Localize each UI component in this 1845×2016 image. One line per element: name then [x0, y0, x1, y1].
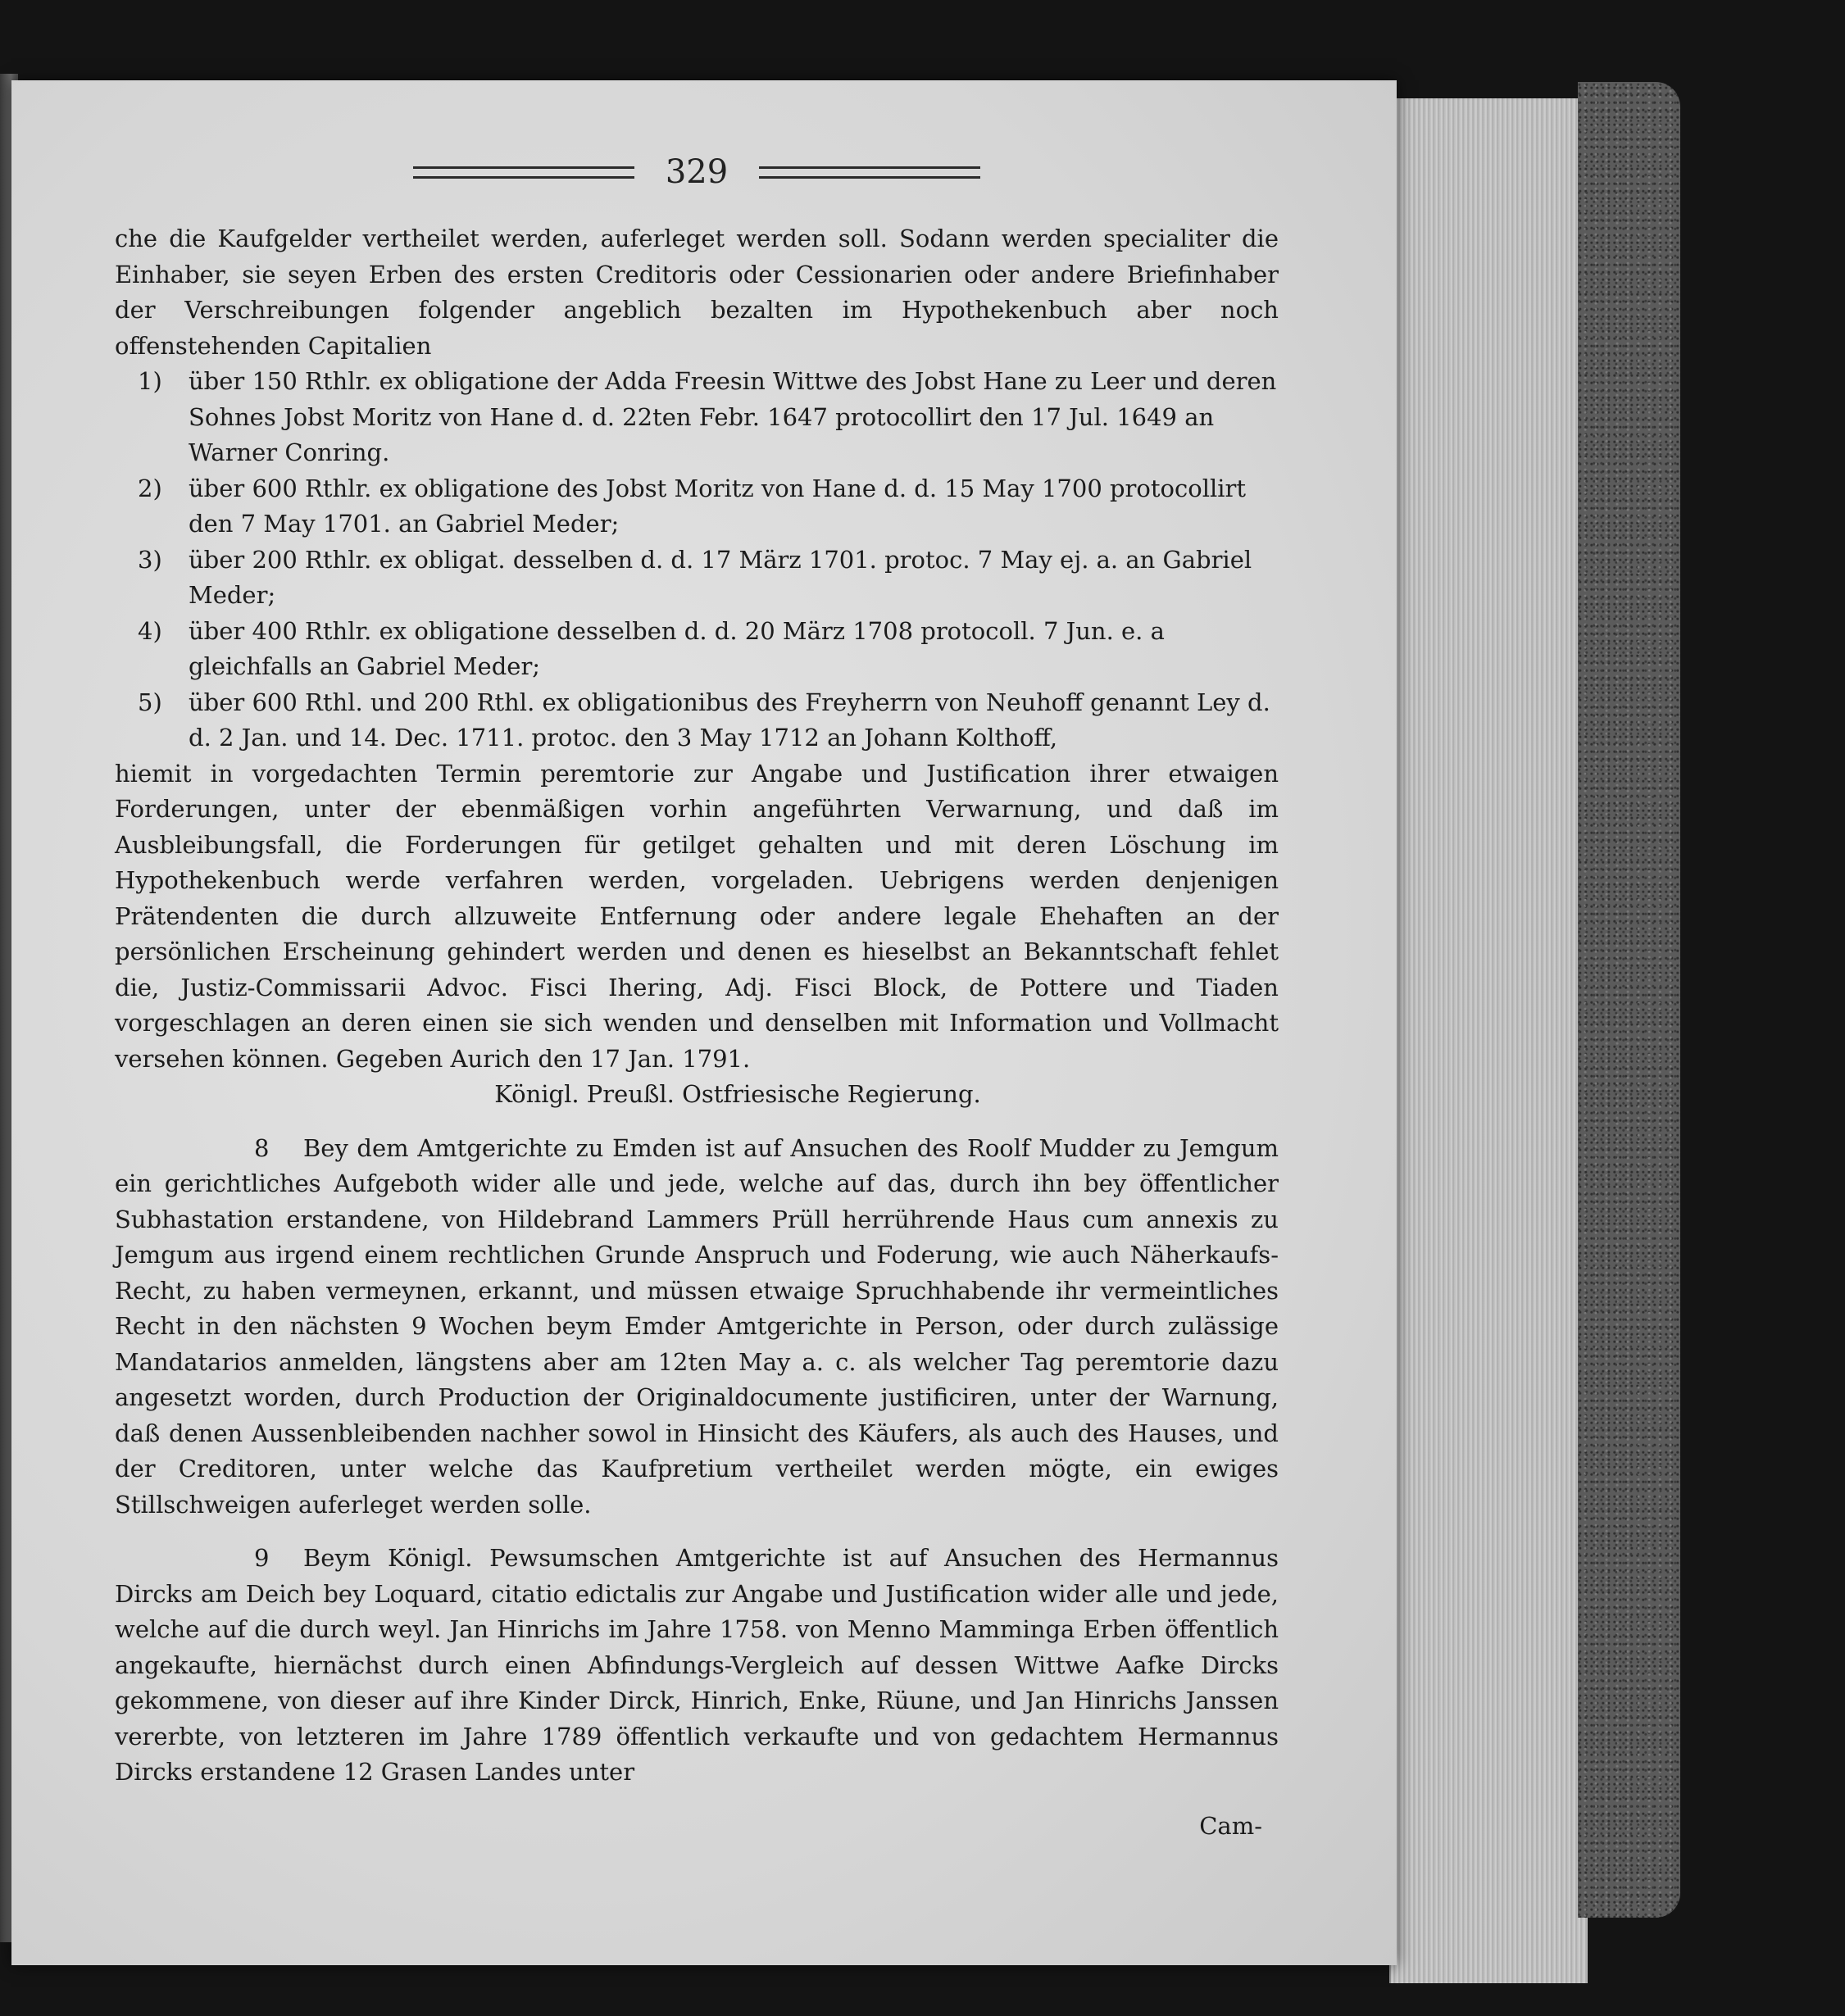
list-item-text: über 400 Rthlr. ex obligatione desselben d. d. 20 März 1708 protocoll. 7 Jun. e. a gleichfalls an Gabriel Meder;	[189, 616, 1165, 680]
entry-number: 8	[254, 1133, 270, 1162]
list-item	[115, 471, 1279, 543]
government-signature: Königl. Preußl. Ostfriesische Regierung.	[494, 1080, 981, 1108]
entry-text: Beym Königl. Pewsumschen Amtgerichte ist auf Ansuchen des Hermannus Dircks am Deich bey Loquard, citatio edictalis zur Angabe und Justification wider alle und jede, welche auf die durch weyl. Jan Hinrichs im Jahre 1758. von Menno Mamminga Erben öffentlich angekaufte, hiernächst durch einen Abfindungs-Vergleich auf dessen Wittwe Aafke Dircks gekommene, von dieser auf ihre Kinder Dirck, Hinrich, Enke, Rüune, und Jan Hinrichs Janssen vererbte, von letzteren im Jahre 1789 öffentlich verkaufte und von gedachtem Hermannus Dircks erstandene 12 Grasen Landes unter	[115, 1544, 1279, 1786]
page-text-block	[115, 148, 1279, 1844]
list-item	[115, 543, 1279, 614]
list-item	[115, 364, 1279, 471]
entry-number: 9	[254, 1544, 270, 1572]
list-item-number: 5)	[138, 688, 162, 716]
intro-paragraph: che die Kaufgelder vertheilet werden, auferleget werden soll. Sodann werden specialiter die Einhaber, sie seyen Erben des ersten Creditoris oder Cessionarien oder andere Briefinhaber der Verschreibungen folgender angeblich bezalten im Hypothekenbuch aber noch offenstehenden Capitalien	[115, 225, 1279, 360]
summons-paragraph: hiemit in vorgedachten Termin peremtorie zur Angabe und Justification ihrer etwaigen Forderungen, unter der ebenmäßigen vorhin angeführten Verwarnung, und daß im Ausbleibungsfall, die Forderungen für getilget gehalten und mit deren Löschung im Hypothekenbuch werde verfahren werden, vorgeladen. Uebrigens werden denjenigen Prätendenten die durch allzuweite Entfernung oder andere legale Ehehaften an der persönlichen Erscheinung gehindert werden und denen es hieselbst an Bekanntschaft fehlet die, Justiz-Commissarii Advoc. Fisci Ihering, Adj. Fisci Block, de Pottere und Tiaden vorgeschlagen an deren einen sie sich wenden und denselben mit Information und Vollmacht versehen können. Gegeben Aurich den 17 Jan. 1791.	[115, 759, 1279, 1073]
list-item-number: 4)	[138, 616, 162, 645]
book-cover-board	[1578, 82, 1680, 1918]
capital-list	[115, 364, 1279, 756]
page-header	[115, 148, 1279, 197]
page-block-fore-edge	[1389, 98, 1588, 1983]
list-item-text: über 600 Rthlr. ex obligatione des Jobst Moritz von Hane d. d. 15 May 1700 protocollirt den 7 May 1701. an Gabriel Meder;	[189, 474, 1247, 538]
entry-8	[115, 1131, 1279, 1523]
entry-text: Bey dem Amtgerichte zu Emden ist auf Ansuchen des Roolf Mudder zu Jemgum ein gerichtliches Aufgeboth wider alle und jede, welche auf das, durch ihn bey öffentlicher Subhastation erstandene, von Hildebrand Lammers Prüll herrührende Haus cum annexis zu Jemgum aus irgend einem rechtlichen Grunde Anspruch und Foderung, wie auch Näherkaufs-Recht, zu haben vermeynen, erkannt, und müssen etwaige Spruchhabende ihr vermeintliches Recht in den nächsten 9 Wochen beym Emder Amtgerichte in Person, oder durch zulässige Mandatarios anmelden, längstens aber am 12ten May a. c. als welcher Tag peremtorie dazu angesetzt worden, durch Production der Originaldocumente justificiren, unter der Warnung, daß denen Aussenbleibenden nachher sowol in Hinsicht des Käufers, als auch des Hauses, und der Creditoren, unter welche das Kaufpretium vertheilet werden mögte, ein ewiges Stillschweigen auferleget werden solle.	[115, 1133, 1279, 1519]
list-item-text: über 200 Rthlr. ex obligat. desselben d. d. 17 März 1701. protoc. 7 May ej. a. an Gabriel Meder;	[189, 545, 1252, 609]
entry-9	[115, 1541, 1279, 1791]
list-item-number: 3)	[138, 545, 162, 574]
list-item-text: über 150 Rthlr. ex obligatione der Adda Freesin Wittwe des Jobst Hane zu Leer und deren Sohnes Jobst Moritz von Hane d. d. 22ten Febr. 1647 protocollirt den 17 Jul. 1649 an Warner Conring.	[189, 367, 1277, 466]
list-item	[115, 614, 1279, 685]
header-rule-left	[413, 166, 634, 179]
list-item-number: 2)	[138, 474, 162, 502]
header-rule-right	[759, 166, 980, 179]
catchword: Cam-	[1199, 1811, 1262, 1840]
list-item-text: über 600 Rthl. und 200 Rthl. ex obligationibus des Freyherrn von Neuhoff genannt Ley d. d. 2 Jan. und 14. Dec. 1711. protoc. den 3 May 1712 an Johann Kolthoff,	[189, 688, 1270, 751]
list-item	[115, 685, 1279, 756]
page-number: 329	[665, 153, 729, 191]
list-item-number: 1)	[138, 367, 162, 395]
